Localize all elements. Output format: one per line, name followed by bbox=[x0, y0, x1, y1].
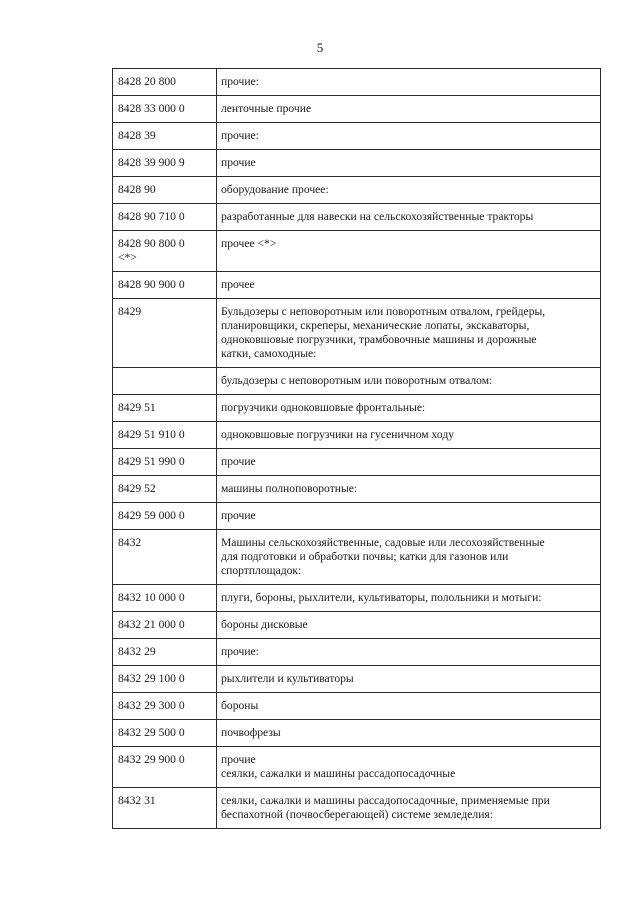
description-cell: сеялки, сажалки и машины рассадопосадочные, применяемые при беспахотной (почвосберегающей) системе земледелия: bbox=[217, 788, 601, 829]
hs-code-cell: 8428 90 710 0 bbox=[113, 204, 217, 231]
table-row bbox=[113, 612, 601, 639]
description-cell: почвофрезы bbox=[217, 720, 601, 747]
hs-code-cell: 8432 29 500 0 bbox=[113, 720, 217, 747]
description-cell: погрузчики одноковшовые фронтальные: bbox=[217, 395, 601, 422]
table-row bbox=[113, 720, 601, 747]
description-cell: прочие bbox=[217, 503, 601, 530]
hs-code-cell: 8429 51 910 0 bbox=[113, 422, 217, 449]
description-cell: прочие: bbox=[217, 639, 601, 666]
table-row bbox=[113, 639, 601, 666]
description-cell: бороны дисковые bbox=[217, 612, 601, 639]
table-row bbox=[113, 747, 601, 788]
hs-code-cell: 8428 39 bbox=[113, 123, 217, 150]
description-cell: машины полноповоротные: bbox=[217, 476, 601, 503]
codes-table bbox=[112, 68, 601, 829]
description-cell: прочие: bbox=[217, 69, 601, 96]
hs-code-cell: 8432 29 100 0 bbox=[113, 666, 217, 693]
hs-code-cell: 8432 10 000 0 bbox=[113, 585, 217, 612]
description-cell: прочие сеялки, сажалки и машины рассадопосадочные bbox=[217, 747, 601, 788]
hs-code-cell: 8432 21 000 0 bbox=[113, 612, 217, 639]
table-row bbox=[113, 666, 601, 693]
hs-code-cell: 8432 31 bbox=[113, 788, 217, 829]
table-row bbox=[113, 177, 601, 204]
page-number: 5 bbox=[316, 40, 324, 55]
table-row bbox=[113, 299, 601, 368]
table-row bbox=[113, 69, 601, 96]
description-cell: оборудование прочее: bbox=[217, 177, 601, 204]
hs-code-cell: 8428 90 bbox=[113, 177, 217, 204]
description-cell: прочие bbox=[217, 449, 601, 476]
description-cell: плуги, бороны, рыхлители, культиваторы, полольники и мотыги: bbox=[217, 585, 601, 612]
description-cell: рыхлители и культиваторы bbox=[217, 666, 601, 693]
table-row bbox=[113, 204, 601, 231]
table-row bbox=[113, 368, 601, 395]
description-cell: одноковшовые погрузчики на гусеничном ходу bbox=[217, 422, 601, 449]
codes-table-body bbox=[113, 69, 601, 829]
hs-code-cell: 8429 bbox=[113, 299, 217, 368]
table-row bbox=[113, 693, 601, 720]
table-row bbox=[113, 788, 601, 829]
description-cell: ленточные прочие bbox=[217, 96, 601, 123]
description-cell: бороны bbox=[217, 693, 601, 720]
description-cell: Бульдозеры с неповоротным или поворотным отвалом, грейдеры, планировщики, скреперы, механические лопаты, экскаваторы, одноковшовые погрузчики, трамбовочные машины и дорожные катки, самоходные: bbox=[217, 299, 601, 368]
table-row bbox=[113, 476, 601, 503]
description-cell: прочее <*> bbox=[217, 231, 601, 272]
description-cell: прочее bbox=[217, 272, 601, 299]
description-cell: прочие: bbox=[217, 123, 601, 150]
hs-code-cell: 8432 29 bbox=[113, 639, 217, 666]
description-cell: бульдозеры с неповоротным или поворотным отвалом: bbox=[217, 368, 601, 395]
hs-code-cell: 8429 51 bbox=[113, 395, 217, 422]
description-cell: Машины сельскохозяйственные, садовые или лесохозяйственные для подготовки и обработки почвы; катки для газонов или спортплощадок: bbox=[217, 530, 601, 585]
hs-code-cell: 8429 59 000 0 bbox=[113, 503, 217, 530]
hs-code-cell: 8428 90 800 0 <*> bbox=[113, 231, 217, 272]
hs-code-cell: 8428 20 800 bbox=[113, 69, 217, 96]
hs-code-cell bbox=[113, 368, 217, 395]
description-cell: разработанные для навески на сельскохозяйственные тракторы bbox=[217, 204, 601, 231]
description-cell: прочие bbox=[217, 150, 601, 177]
hs-code-cell: 8428 90 900 0 bbox=[113, 272, 217, 299]
hs-code-cell: 8428 33 000 0 bbox=[113, 96, 217, 123]
table-row bbox=[113, 422, 601, 449]
hs-code-cell: 8428 39 900 9 bbox=[113, 150, 217, 177]
hs-code-cell: 8429 52 bbox=[113, 476, 217, 503]
hs-code-cell: 8432 29 900 0 bbox=[113, 747, 217, 788]
table-row bbox=[113, 503, 601, 530]
table-row bbox=[113, 231, 601, 272]
hs-code-cell: 8432 bbox=[113, 530, 217, 585]
table-row bbox=[113, 395, 601, 422]
table-row bbox=[113, 150, 601, 177]
table-row bbox=[113, 96, 601, 123]
table-row bbox=[113, 449, 601, 476]
table-row bbox=[113, 530, 601, 585]
hs-code-cell: 8432 29 300 0 bbox=[113, 693, 217, 720]
table-row bbox=[113, 123, 601, 150]
table-row bbox=[113, 585, 601, 612]
hs-code-cell: 8429 51 990 0 bbox=[113, 449, 217, 476]
table-row bbox=[113, 272, 601, 299]
